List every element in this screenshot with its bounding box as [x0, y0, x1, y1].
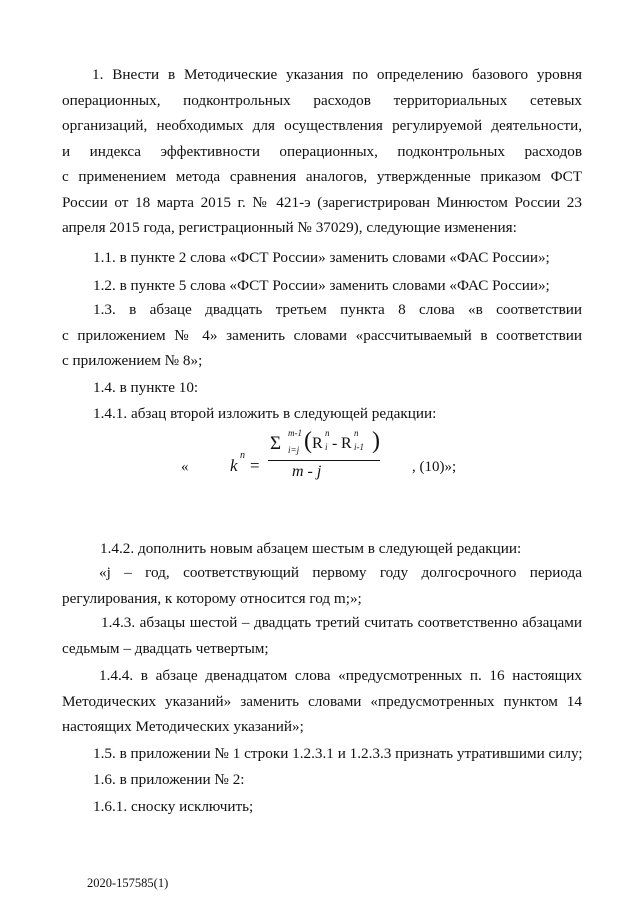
paragraph-line: с применением метода сравнения аналогов, утвержденные приказом ФСТ [62, 168, 582, 185]
paragraph-line: России от 18 марта 2015 г. № 421-э (зарегистрирован Минюстом России 23 [62, 193, 582, 211]
formula-tail: , (10)»; [412, 459, 457, 475]
formula-denominator: m - j [292, 463, 322, 480]
item-1-3 [62, 297, 582, 374]
paragraph-line: и индекса эффективности операционных, подконтрольных расходов [62, 142, 582, 160]
paragraph-line: седьмым – двадцать четвертым; [62, 639, 269, 657]
paragraph-line: 1.4.4. в абзаце двенадцатом слова «предусмотренных п. 16 настоящих [99, 667, 582, 684]
item-1-4-4 [62, 663, 582, 740]
paragraph-line: с приложением № 8»; [62, 352, 203, 369]
formula-fraction-bar [268, 460, 380, 461]
formula-sum-lower: i=j [288, 445, 300, 455]
item-1-4-2: 1.4.2. дополнить новым абзацем шестым в следующей редакции: [100, 540, 522, 557]
paragraph-line: 1. Внести в Методические указания по определению базового уровня [92, 66, 582, 83]
formula-equals: = [250, 456, 260, 475]
formula-term2-sup: n [354, 428, 359, 438]
formula-10 [0, 423, 640, 503]
formula-paren-open: ( [304, 428, 312, 454]
formula-term2-sub: i-1 [354, 442, 364, 452]
formula-minus: - [332, 435, 338, 452]
formula-term1: R [312, 435, 323, 452]
formula-lhs-sup: n [240, 450, 245, 461]
definition-j [62, 560, 582, 611]
formula-term1-sub: i [325, 442, 328, 452]
paragraph-line: операционных, подконтрольных расходов территориальных сетевых [62, 91, 582, 109]
formula-term2: R [341, 435, 352, 452]
item-1-4-3 [62, 610, 582, 661]
item-1-6-1: 1.6.1. сноску исключить; [93, 798, 254, 815]
paragraph-line: организаций, необходимых для осуществления регулируемой деятельности, [62, 117, 582, 134]
formula-sum-upper: m-1 [288, 428, 302, 438]
formula-paren-close: ) [372, 428, 380, 454]
item-1-1: 1.1. в пункте 2 слова «ФСТ России» заменить словами «ФАС России»; [93, 249, 550, 266]
footer-document-code: 2020-157585(1) [87, 876, 169, 890]
paragraph-1 [62, 62, 582, 241]
item-1-4-1: 1.4.1. абзац второй изложить в следующей редакции: [93, 405, 437, 422]
paragraph-line: 1.3. в абзаце двадцать третьем пункта 8 слова «в соответствии [93, 301, 582, 318]
paragraph-line: Методических указаний» заменить словами «предусмотренных пунктом 14 [62, 692, 582, 710]
paragraph-line: «j – год, соответствующий первому году долгосрочного периода [99, 564, 582, 581]
item-1-5: 1.5. в приложении № 1 строки 1.2.3.1 и 1.2.3.3 признать утратившими силу; [93, 745, 583, 762]
formula-term1-sup: n [325, 428, 330, 438]
paragraph-line: апреля 2015 года, регистрационный № 37029), следующие изменения: [62, 219, 517, 236]
paragraph-line: с приложением № 4» заменить словами «рассчитываемый в соответствии [62, 326, 582, 344]
item-1-6: 1.6. в приложении № 2: [93, 771, 245, 788]
paragraph-line: 1.4.3. абзацы шестой – двадцать третий считать соответственно абзацами [101, 614, 582, 631]
formula-open-quote: « [181, 459, 189, 475]
paragraph-line: регулирования, к которому относится год m;»; [62, 589, 362, 607]
formula-lhs: k [230, 456, 238, 475]
paragraph-line: настоящих Методических указаний»; [62, 718, 304, 735]
item-1-2: 1.2. в пункте 5 слова «ФСТ России» заменить словами «ФАС России»; [93, 277, 550, 294]
item-1-4: 1.4. в пункте 10: [93, 379, 199, 396]
formula-sigma: Σ [270, 433, 282, 454]
